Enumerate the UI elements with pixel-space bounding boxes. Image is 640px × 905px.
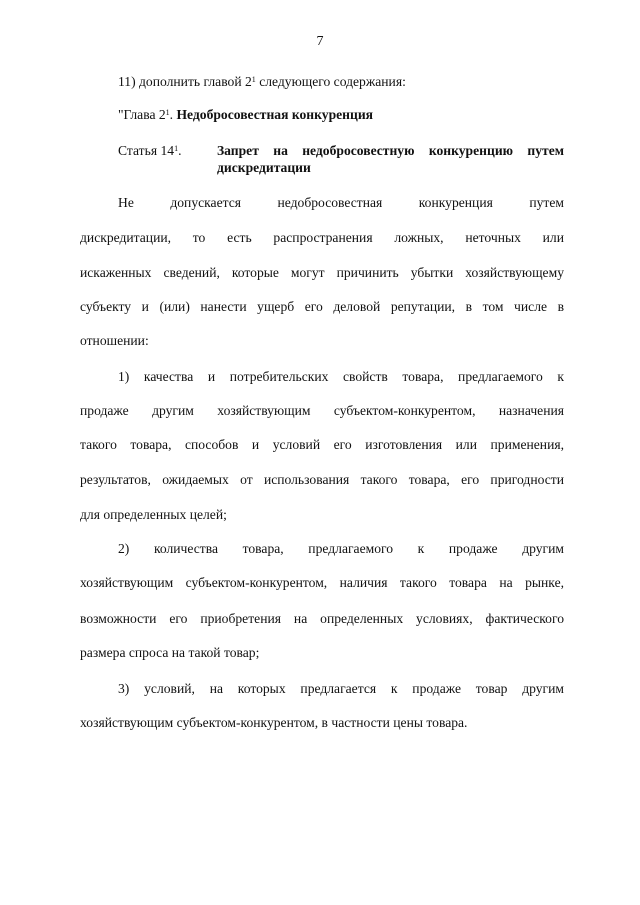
item-1-line-1: 1) качества и потребительских свойств товара, предлагаемого к: [118, 369, 564, 384]
paragraph-main-line-3: искаженных сведений, которые могут причинить убытки хозяйствующему: [80, 265, 564, 280]
article-label-sup: 1: [174, 144, 179, 153]
amendment-intro-prefix: 11) дополнить главой 2: [118, 74, 252, 89]
article-label: [118, 142, 181, 159]
item-1-line-5: для определенных целей;: [80, 507, 227, 522]
amendment-intro: [118, 73, 406, 90]
paragraph-main-line-5: отношении:: [80, 333, 149, 348]
chapter-heading: [118, 106, 373, 123]
page-number: 7: [316, 34, 324, 49]
paragraph-main-line-2: дискредитации, то есть распространения ложных, неточных или: [80, 230, 564, 245]
article-title-line-2: дискредитации: [217, 160, 311, 175]
paragraph-main-line-1: Не допускается недобросовестная конкуренция путем: [118, 195, 564, 210]
amendment-intro-sup: 1: [251, 75, 256, 84]
item-3-line-1: 3) условий, на которых предлагается к продаже товар другим: [118, 681, 564, 696]
item-2-line-2: хозяйствующим субъектом-конкурентом, наличия такого товара на рынке,: [80, 575, 564, 590]
article-label-dot: .: [178, 143, 182, 158]
item-1-line-3: такого товара, способов и условий его изготовления или применения,: [80, 437, 564, 452]
chapter-sup: 1: [165, 108, 170, 117]
amendment-intro-suffix: следующего содержания:: [255, 74, 406, 89]
item-2-line-4: размера спроса на такой товар;: [80, 645, 260, 660]
item-2-line-1: 2) количества товара, предлагаемого к продаже другим: [118, 541, 564, 556]
item-2-line-3: возможности его приобретения на определенных условиях, фактического: [80, 611, 564, 626]
item-1-line-2: продаже другим хозяйствующим субъектом-конкурентом, назначения: [80, 403, 564, 418]
article-title: [217, 142, 564, 176]
chapter-title: Недобросовестная конкуренция: [176, 107, 374, 122]
article-label-prefix: Статья 14: [118, 143, 175, 158]
chapter-prefix: "Глава 2: [118, 107, 166, 122]
item-1-line-4: результатов, ожидаемых от использования такого товара, его пригодности: [80, 472, 564, 487]
paragraph-main-line-4: субъекту и (или) нанести ущерб его деловой репутации, в том числе в: [80, 299, 564, 314]
chapter-dot: .: [169, 107, 177, 122]
article-title-line-1: Запрет на недобросовестную конкуренцию путем: [217, 143, 564, 158]
item-3-line-2: хозяйствующим субъектом-конкурентом, в частности цены товара.: [80, 715, 468, 730]
